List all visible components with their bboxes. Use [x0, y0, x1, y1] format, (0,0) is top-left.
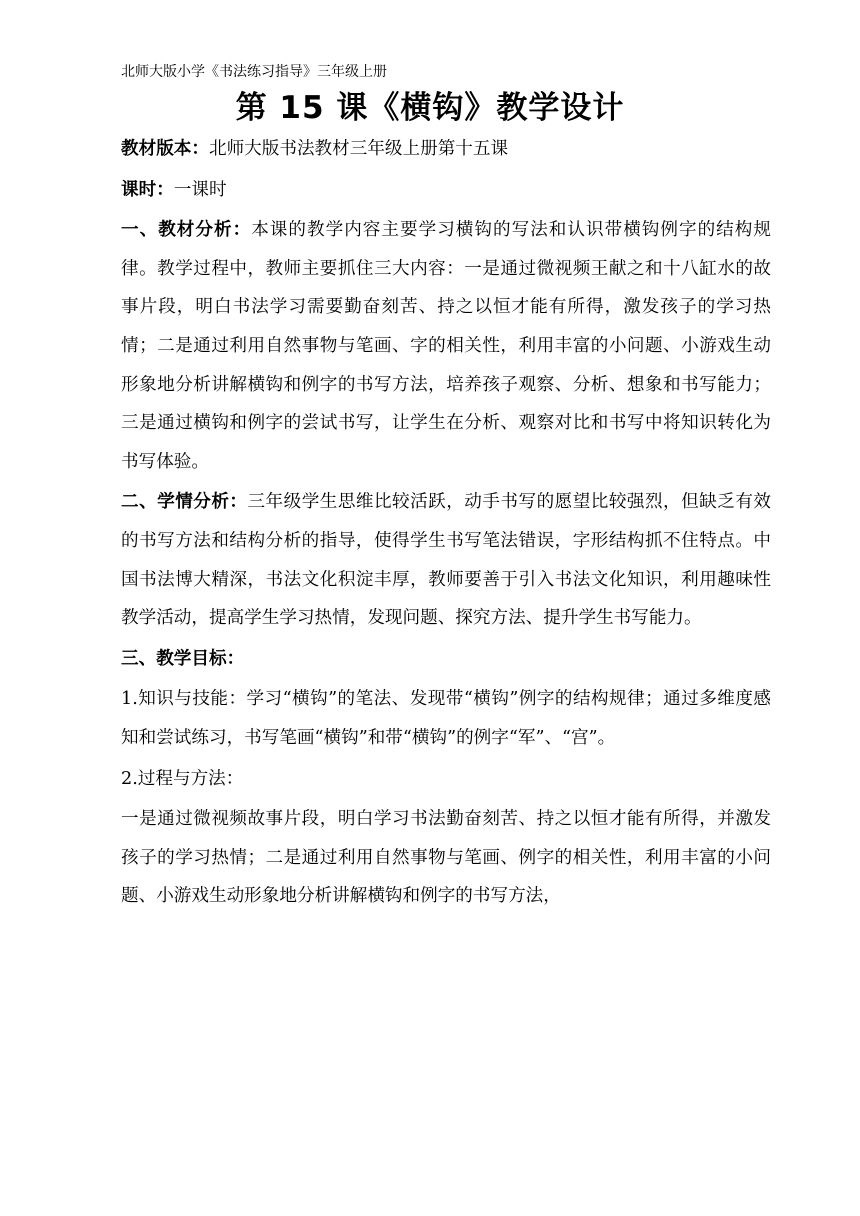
hours-label: 课时： — [121, 179, 174, 200]
running-header: 北师大版小学《书法练习指导》三年级上册 — [121, 64, 387, 80]
material-value: 北师大版书法教材三年级上册第十五课 — [208, 139, 509, 159]
analysis-text: 本课的教学内容主要学习横钩的写法和认识带横钩例字的结构规律。教学过程中，教师主要抓住三大内容：一是通过微视频王献之和十八缸水的故事片段，明白书法学习需要勤奋刻苦、持之以恒才能有所得，激发孩子的学习热情；二是通过利用自然事物与笔画、字的相关性，利用丰富的小问题、小游戏生动形象地分析讲解横钩和例字的书写方法，培养孩子观察、分析、想象和书写能力；三是通过横钩和例字的尝试书写，让学生在分析、观察对比和书写中将知识转化为书写体验。 — [121, 220, 771, 472]
material-label: 教材版本： — [121, 139, 209, 159]
material-line — [121, 130, 771, 169]
goal-item-1: 1.知识与技能：学习“横钩”的笔法、发现带“横钩”例字的结构规律；通过多维度感知和尝试练习，书写笔画“横钩”和带“横钩”的例字“军”、“宫”。 — [121, 689, 771, 748]
hours-line — [121, 171, 771, 210]
students-label: 二、学情分析： — [121, 492, 248, 513]
document-body — [121, 130, 771, 916]
goals-heading — [121, 640, 771, 679]
goal-item-2-heading: 2.过程与方法： — [121, 768, 244, 789]
goals-label: 三、教学目标： — [121, 648, 245, 669]
page-title: 第 15 课《横钩》教学设计 — [235, 90, 625, 126]
analysis-paragraph — [121, 211, 771, 481]
students-paragraph — [121, 483, 771, 637]
hours-value: 一课时 — [173, 179, 227, 200]
goal-item-2-text: 一是通过微视频故事片段，明白学习书法勤奋刻苦、持之以恒才能有所得，并激发孩子的学习热情；二是通过利用自然事物与笔画、例字的相关性，利用丰富的小问题、小游戏生动形象地分析讲解横钩和例字的书写方法， — [121, 809, 771, 907]
analysis-label: 一、教材分析： — [121, 220, 252, 241]
students-text: 三年级学生思维比较活跃，动手书写的愿望比较强烈，但缺乏有效的书写方法和结构分析的指导，使得学生书写笔法错误，字形结构抓不住特点。中国书法博大精深，书法文化积淀丰厚，教师要善于引入书法文化知识，利用趣味性教学活动，提高学生学习热情，发现问题、探究方法、提升学生书写能力。 — [121, 492, 771, 629]
